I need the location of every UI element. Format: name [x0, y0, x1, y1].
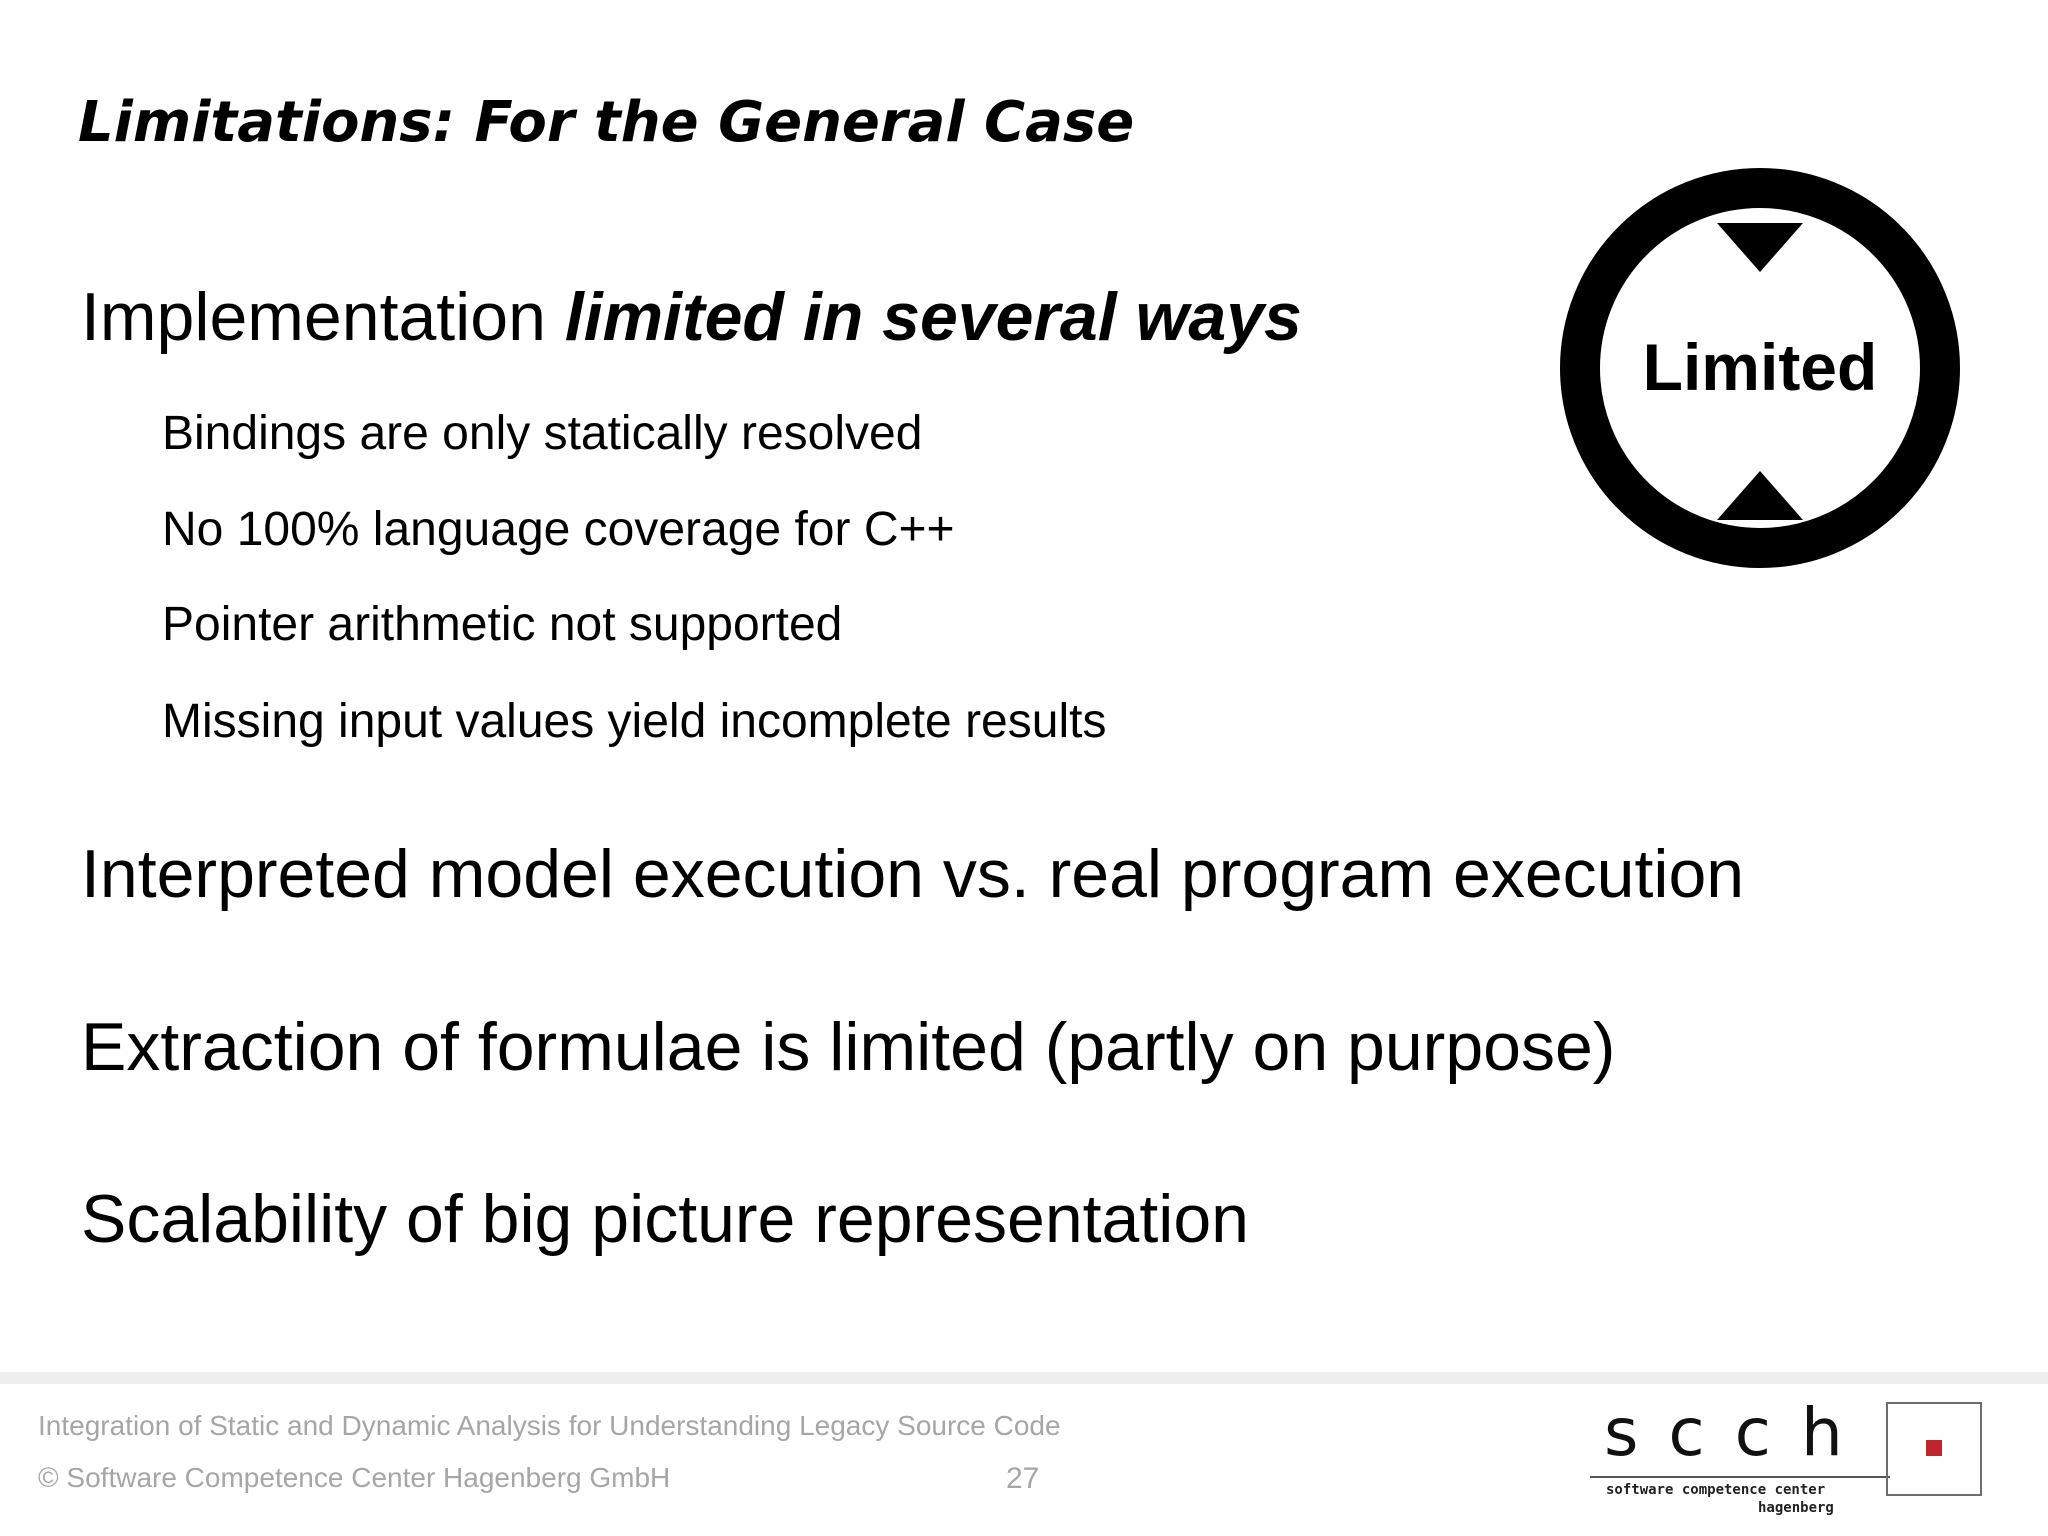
footer-divider [0, 1372, 2048, 1384]
bullet-scalability: Scalability of big picture representation [81, 1181, 1249, 1257]
logo-red-square-icon [1926, 1440, 1942, 1456]
footer-presentation-title: Integration of Static and Dynamic Analysis for Understanding Legacy Source Code [38, 1410, 1061, 1441]
logo-underline [1590, 1476, 1890, 1478]
bullet-implementation [81, 278, 1302, 356]
page-number: 27 [1006, 1462, 1040, 1495]
bullet-extraction: Extraction of formulae is limited (partly on purpose) [81, 1009, 1616, 1085]
logo-subtitle: software competence center [1606, 1482, 1826, 1498]
sub-bullet-bindings: Bindings are only statically resolved [162, 407, 923, 460]
slide-title: Limitations: For the General Case [78, 90, 1135, 155]
sub-bullet-coverage: No 100% language coverage for C++ [162, 503, 955, 556]
logo-subtitle-location: hagenberg [1758, 1500, 1834, 1516]
arrow-up-icon [1717, 471, 1803, 520]
arrow-down-icon [1717, 223, 1803, 272]
footer-copyright: © Software Competence Center Hagenberg GmbH [38, 1462, 671, 1493]
sub-bullet-missing-input: Missing input values yield incomplete results [162, 695, 1107, 748]
sub-bullet-pointer: Pointer arithmetic not supported [162, 598, 843, 651]
scch-logo [1588, 1394, 1988, 1516]
bullet-interpreted: Interpreted model execution vs. real program execution [81, 836, 1745, 912]
limited-badge-icon [1560, 168, 1960, 568]
logo-box [1886, 1402, 1982, 1496]
logo-letters: scch [1604, 1394, 1873, 1471]
bullet-implementation-prefix: Implementation [81, 279, 565, 355]
badge-label: Limited [1642, 330, 1878, 404]
bullet-implementation-emphasis: limited in several ways [564, 279, 1302, 355]
